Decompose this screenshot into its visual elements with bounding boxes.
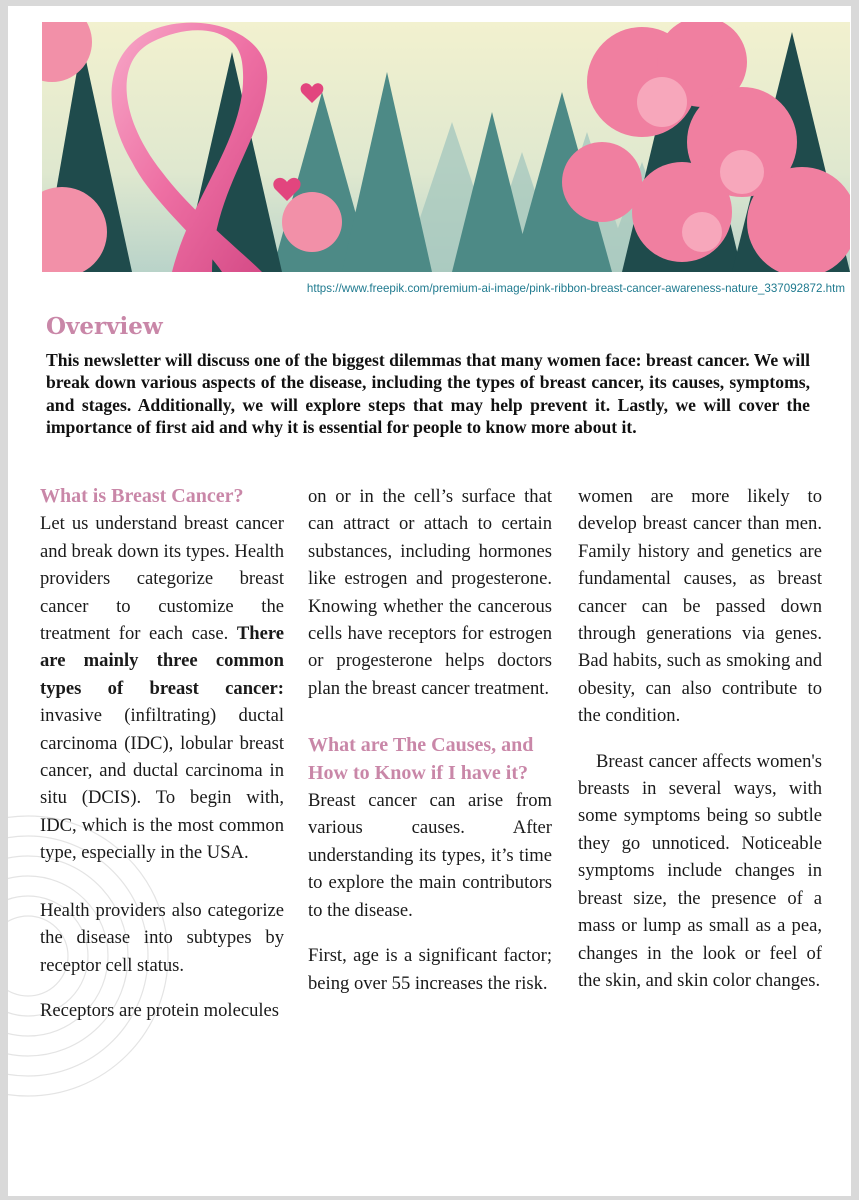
- bold-text: There are mainly three common types of breast cancer:: [40, 623, 284, 699]
- column-2: [308, 483, 552, 997]
- section-heading-causes: What are The Causes, and How to Know if I have it?: [308, 734, 534, 784]
- section2-paragraph-2-continued: women are more likely to develop breast cancer than men. Family history and genetics are fundamental causes, as breast cancer can be passed down through generations via genes. Bad habits, such as smoking and obesity, can also contribute to the condition.: [578, 486, 822, 727]
- paragraph-text: invasive (infiltrating) ductal carcinoma (IDC), lobular breast cancer, and ductal carcinoma in situ (DCIS). To begin with, IDC, which is the most common type, especially in the USA.: [40, 705, 284, 864]
- overview-text: This newsletter will discuss one of the biggest dilemmas that many women face: breast cancer. We will break down various aspects of the disease, including the types of breast cancer, its causes, symptoms, and stages. Additionally, we will explore steps that may help prevent it. Lastly, we will cover the importance of first aid and why it is essential for people to know more about it.: [46, 350, 810, 437]
- hero-image: [42, 22, 850, 272]
- section1-paragraph-2: Health providers also categorize the disease into subtypes by receptor cell status.: [40, 899, 284, 976]
- section1-paragraph-1: [40, 510, 284, 866]
- section2-paragraph-3: Breast cancer affects women's breasts in several ways, with some symptoms being so subtle they go unnoticed. Noticeable symptoms include changes in breast size, the presence of a mass or lump as small as a pea, changes in the look or feel of the skin, and skin color changes.: [578, 750, 822, 991]
- section-heading-what-is-breast-cancer: What is Breast Cancer?: [40, 485, 244, 507]
- column-3: [578, 483, 822, 994]
- section2-paragraph-2-start: First, age is a significant factor; being over 55 increases the risk.: [308, 945, 552, 994]
- section1-paragraph-3-continued: on or in the cell’s surface that can attract or attach to certain substances, including hormones like estrogen and progesterone. Knowing whether the cancerous cells have receptors for estrogen or progesterone helps doctors plan the breast cancer treatment.: [308, 486, 552, 699]
- image-credit-link[interactable]: https://www.freepik.com/premium-ai-image/pink-ribbon-breast-cancer-awareness-nature_337092872.htm: [306, 282, 845, 295]
- section2-paragraph-1: Breast cancer can arise from various causes. After understanding its types, it’s time to explore the main contributors to the disease.: [308, 790, 552, 921]
- newsletter-page: [8, 6, 851, 1196]
- column-1: [40, 483, 284, 1024]
- section1-paragraph-3-start: Receptors are protein molecules: [40, 999, 280, 1021]
- pink-ribbon-forest-illustration-icon: [42, 22, 850, 272]
- overview-heading: Overview: [46, 313, 163, 340]
- paragraph-text: Let us understand breast cancer and break down its types. Health providers categorize breast cancer to customize the treatment for each case.: [40, 513, 284, 645]
